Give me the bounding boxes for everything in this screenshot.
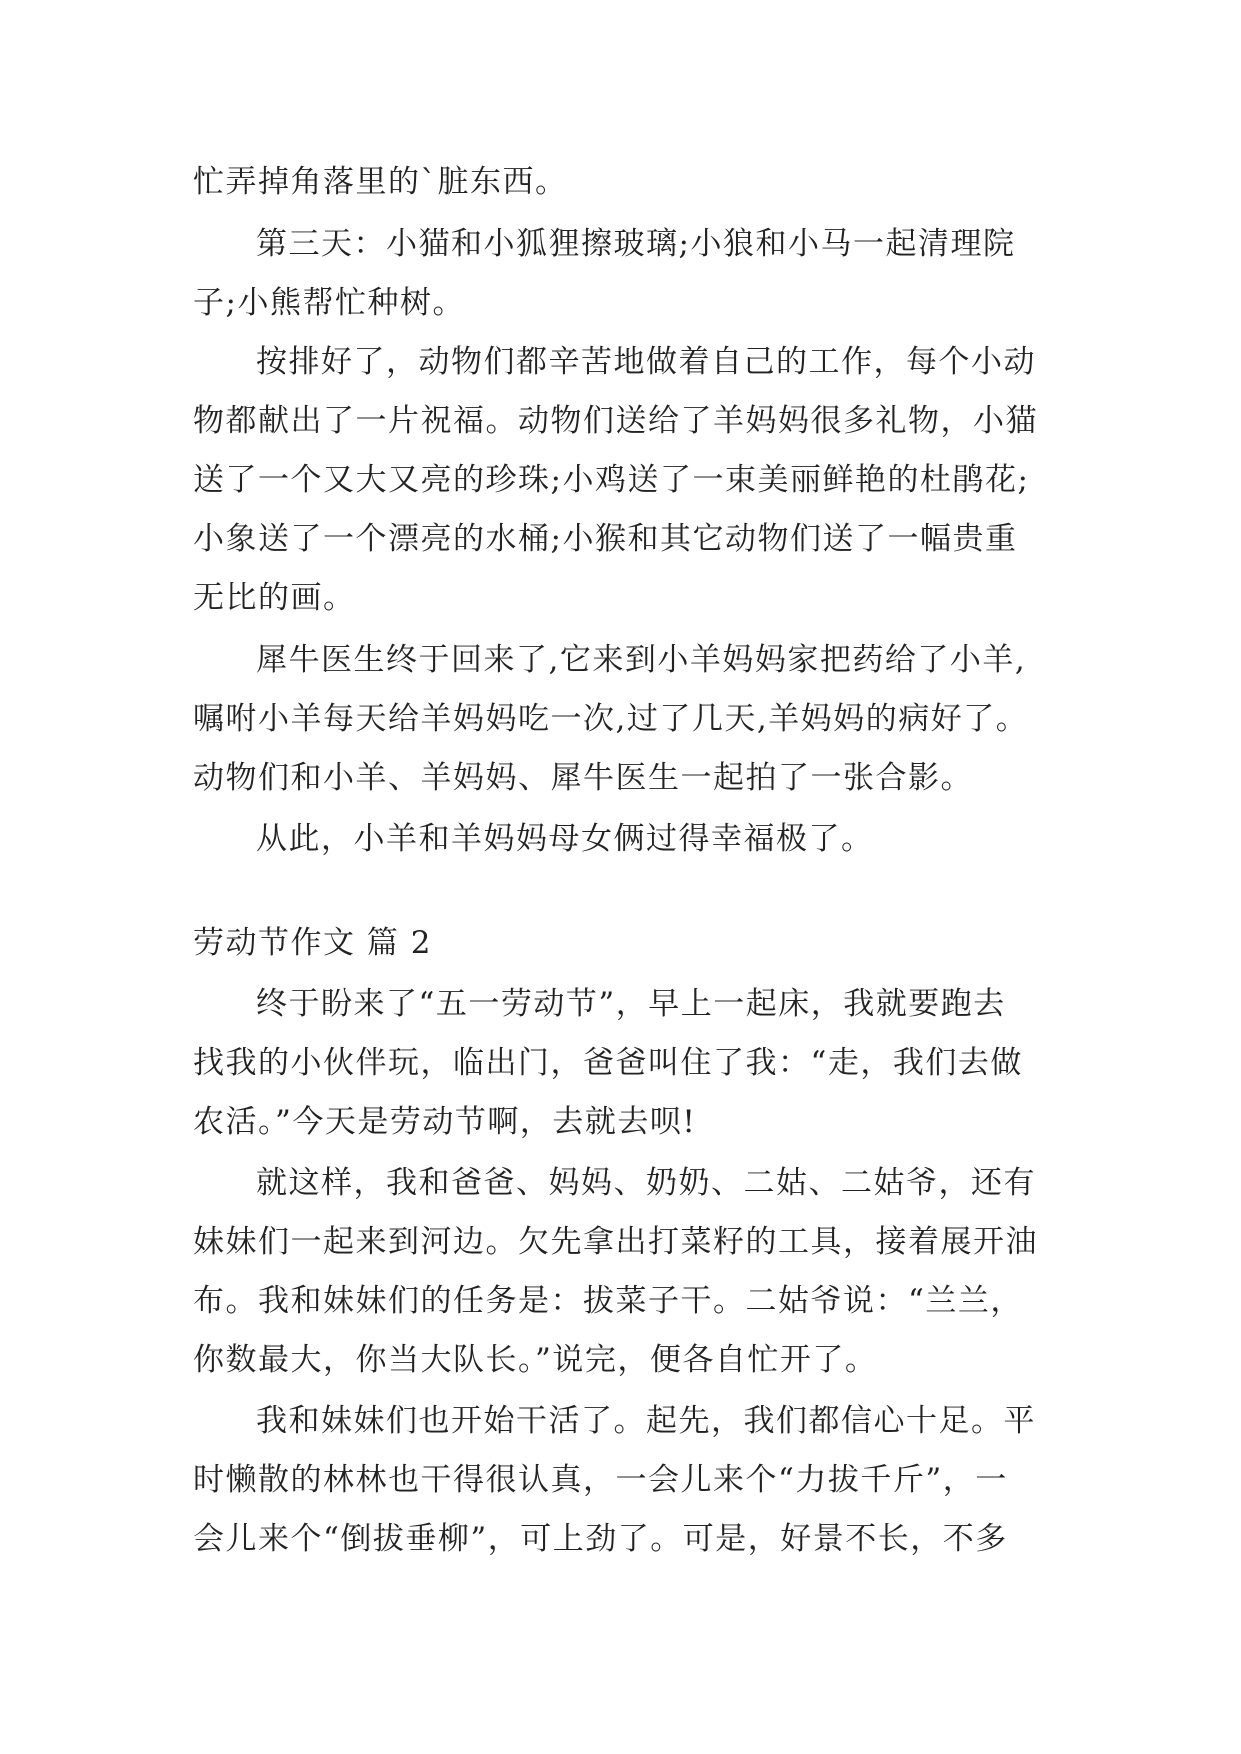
text-line: 按排好了，动物们都辛苦地做着自己的工作，每个小动 [256,344,1036,380]
text-line: 嘱咐小羊每天给羊妈妈吃一次,过了几天,羊妈妈的病好了。 [193,701,1029,737]
text-line: 物都献出了一片祝福。动物们送给了羊妈妈很多礼物，小猫 [193,403,1038,439]
text-line: 无比的画。 [193,580,356,616]
text-line: 动物们和小羊、羊妈妈、犀牛医生一起拍了一张合影。 [193,760,973,796]
section-heading: 劳动节作文 篇 2 [193,925,432,961]
text-line: 就这样，我和爸爸、妈妈、奶奶、二姑、二姑爷，还有 [256,1165,1036,1201]
text-line: 子;小熊帮忙种树。 [193,285,465,321]
text-line: 第三天：小猫和小狐狸擦玻璃;小狼和小马一起清理院 [256,226,1016,262]
text-line: 会儿来个“倒拔垂柳”，可上劲了。可是，好景不长，不多 [193,1521,1008,1557]
text-line: 忙弄掉角落里的`脏东西。 [193,164,568,200]
text-line: 农活。”今天是劳动节啊，去就去呗! [193,1104,697,1140]
text-line: 找我的小伙伴玩，临出门，爸爸叫住了我：“走，我们去做 [193,1045,1023,1081]
text-line: 你数最大，你当大队长。”说完，便各自忙开了。 [193,1342,878,1378]
text-line: 小象送了一个漂亮的水桶;小猴和其它动物们送了一幅贵重 [193,521,1018,557]
text-line: 妹妹们一起来到河边。欠先拿出打菜籽的工具，接着展开油 [193,1224,1038,1260]
text-line: 时懒散的林林也干得很认真，一会儿来个“力拔千斤”，一 [193,1462,1008,1498]
text-line: 从此，小羊和羊妈妈母女俩过得幸福极了。 [256,821,874,857]
text-line: 犀牛医生终于回来了,它来到小羊妈妈家把药给了小羊, [256,642,1027,678]
text-line: 布。我和妹妹们的任务是：拔菜子干。二姑爷说：“兰兰， [193,1283,1023,1319]
text-line: 送了一个又大又亮的珍珠;小鸡送了一束美丽鲜艳的杜鹃花; [193,462,1030,498]
text-line: 终于盼来了“五一劳动节”，早上一起床，我就要跑去 [256,986,1006,1022]
text-line: 我和妹妹们也开始干活了。起先，我们都信心十足。平 [256,1403,1036,1439]
